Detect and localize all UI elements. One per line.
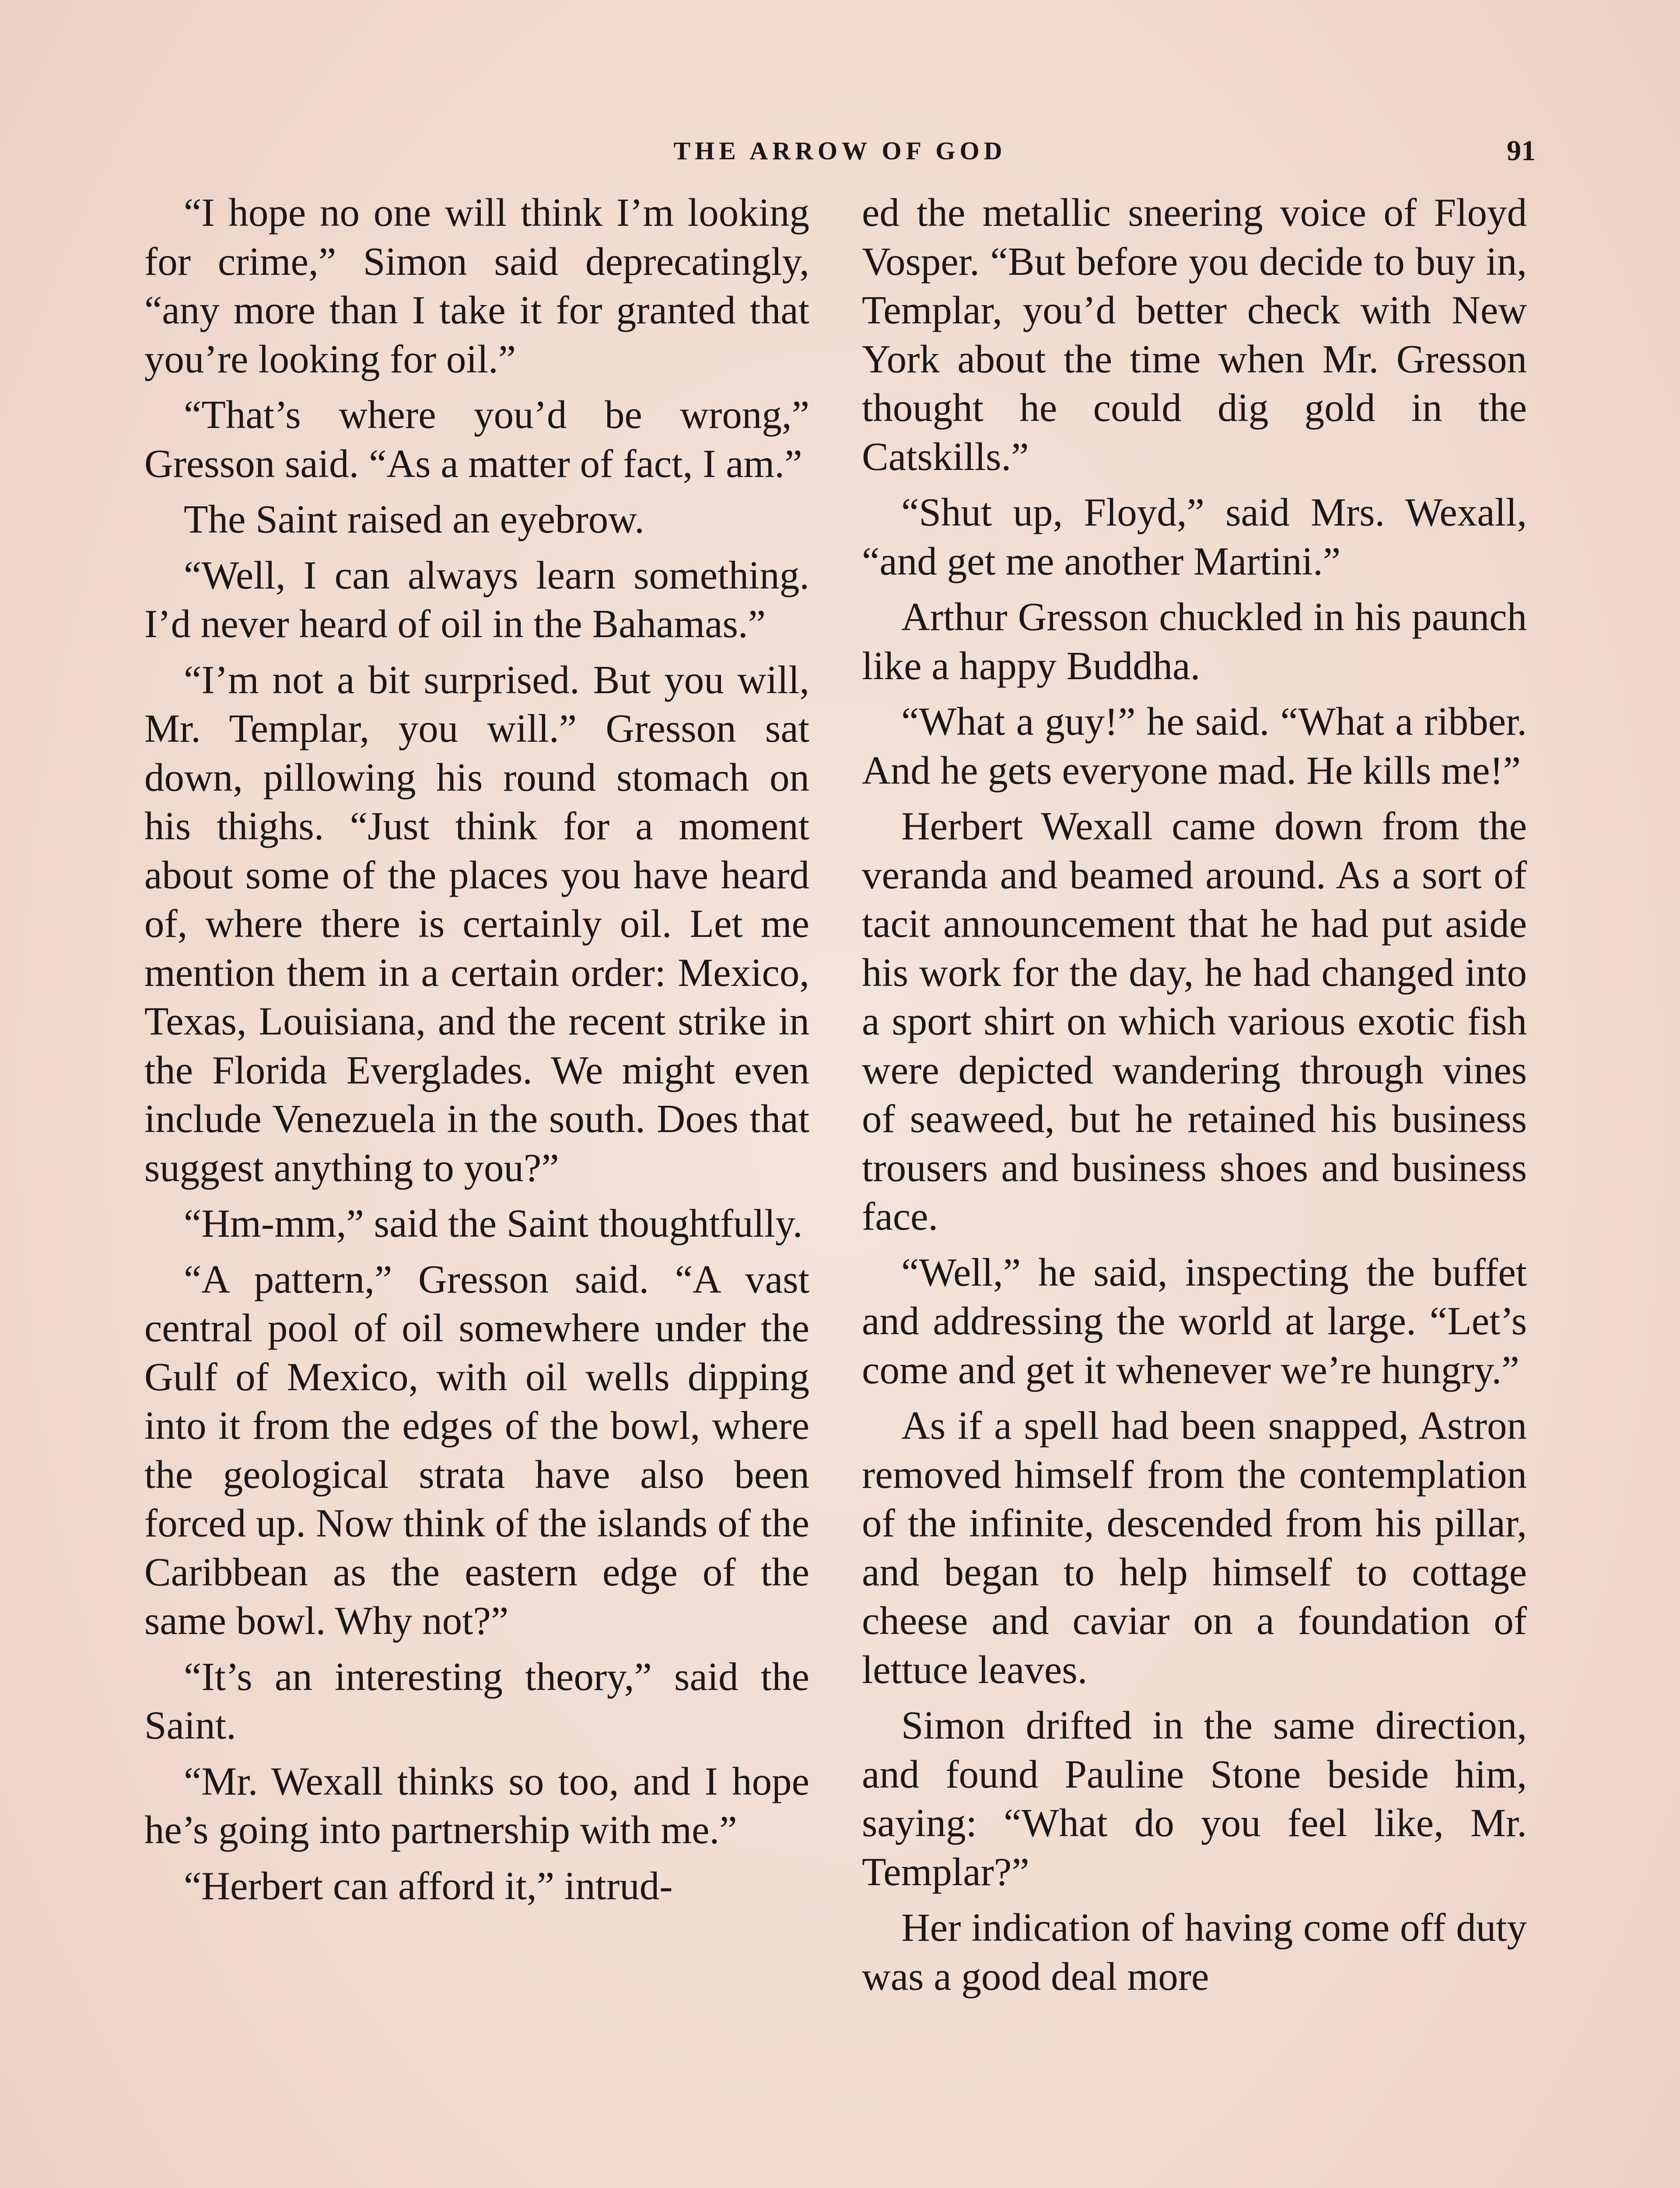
paragraph: “Mr. Wexall thinks so too, and I hope he’s going into partnership with me.”	[144, 1759, 809, 1852]
paragraph: “A pattern,” Gresson said. “A vast central pool of oil somewhere under the Gulf of Mexico, with oil wells dipping into it from the edges of the bowl, where the geological strata have also been forced up. Now think of the islands of the Caribbean as the eastern edge of the same bowl. Why not?”	[144, 1257, 809, 1643]
right-column	[862, 188, 1527, 2008]
paragraph: Arthur Gresson chuckled in his paunch like a happy Buddha.	[862, 595, 1527, 688]
paragraph: Her indication of having come off duty was a good deal more	[862, 1905, 1527, 1999]
paragraph: As if a spell had been snapped, Astron removed himself from the contemplation of the infinite, descended from his pillar, and began to help himself to cottage cheese and caviar on a foundation of lettuce leaves.	[862, 1403, 1527, 1692]
paragraph: “Well, I can always learn something. I’d never heard of oil in the Bahamas.”	[144, 553, 809, 646]
paragraph: “Herbert can afford it,” intrud-	[184, 1863, 673, 1908]
paragraph: “I’m not a bit surprised. But you will, Mr. Templar, you will.” Gresson sat down, pillowing his round stomach on his thighs. “Just think for a moment about some of the places you have heard of, where there is certainly oil. Let me mention them in a certain order: Mexico, Texas, Louisiana, and the recent strike in the Florida Everglades. We might even include Venezuela in the south. Does that suggest anything to you?”	[144, 657, 809, 1190]
paragraph: Simon drifted in the same direction, and found Pauline Stone beside him, saying: “What do you feel like, Mr. Templar?”	[862, 1703, 1527, 1894]
paragraph: “Hm-mm,” said the Saint thoughtfully.	[184, 1201, 803, 1245]
paragraph: The Saint raised an eyebrow.	[184, 497, 644, 541]
page-number: 91	[1507, 135, 1536, 167]
paragraph: “Shut up, Floyd,” said Mrs. Wexall, “and get me another Martini.”	[862, 490, 1527, 583]
paragraph: “I hope no one will think I’m looking for crime,” Simon said deprecatingly, “any more than I take it for granted that you’re looking for oil.”	[144, 190, 809, 381]
paragraph: “It’s an interesting theory,” said the Saint.	[144, 1654, 809, 1747]
paragraph: Herbert Wexall came down from the veranda and beamed around. As a sort of tacit announcement that he had put aside his work for the day, he had changed into a sport shirt on which various exotic fish were depicted wandering through vines of seaweed, but he retained his business trousers and business shoes and business face.	[862, 804, 1527, 1238]
paragraph: “That’s where you’d be wrong,” Gresson said. “As a matter of fact, I am.”	[144, 393, 809, 486]
running-head	[144, 131, 1536, 171]
paragraph: “What a guy!” he said. “What a ribber. And he gets everyone mad. He kills me!”	[862, 699, 1527, 792]
paragraph-continuation: ed the metallic sneering voice of Floyd Vosper. “But before you decide to buy in, Templar, you’d better check with New York about the time when Mr. Gresson thought he could dig gold in the Catskills.”	[862, 190, 1527, 479]
paragraph: “Well,” he said, inspecting the buffet and addressing the world at large. “Let’s come and get it whenever we’re hungry.”	[862, 1250, 1527, 1392]
running-title: THE ARROW OF GOD	[673, 137, 1007, 165]
left-column	[144, 188, 809, 1917]
